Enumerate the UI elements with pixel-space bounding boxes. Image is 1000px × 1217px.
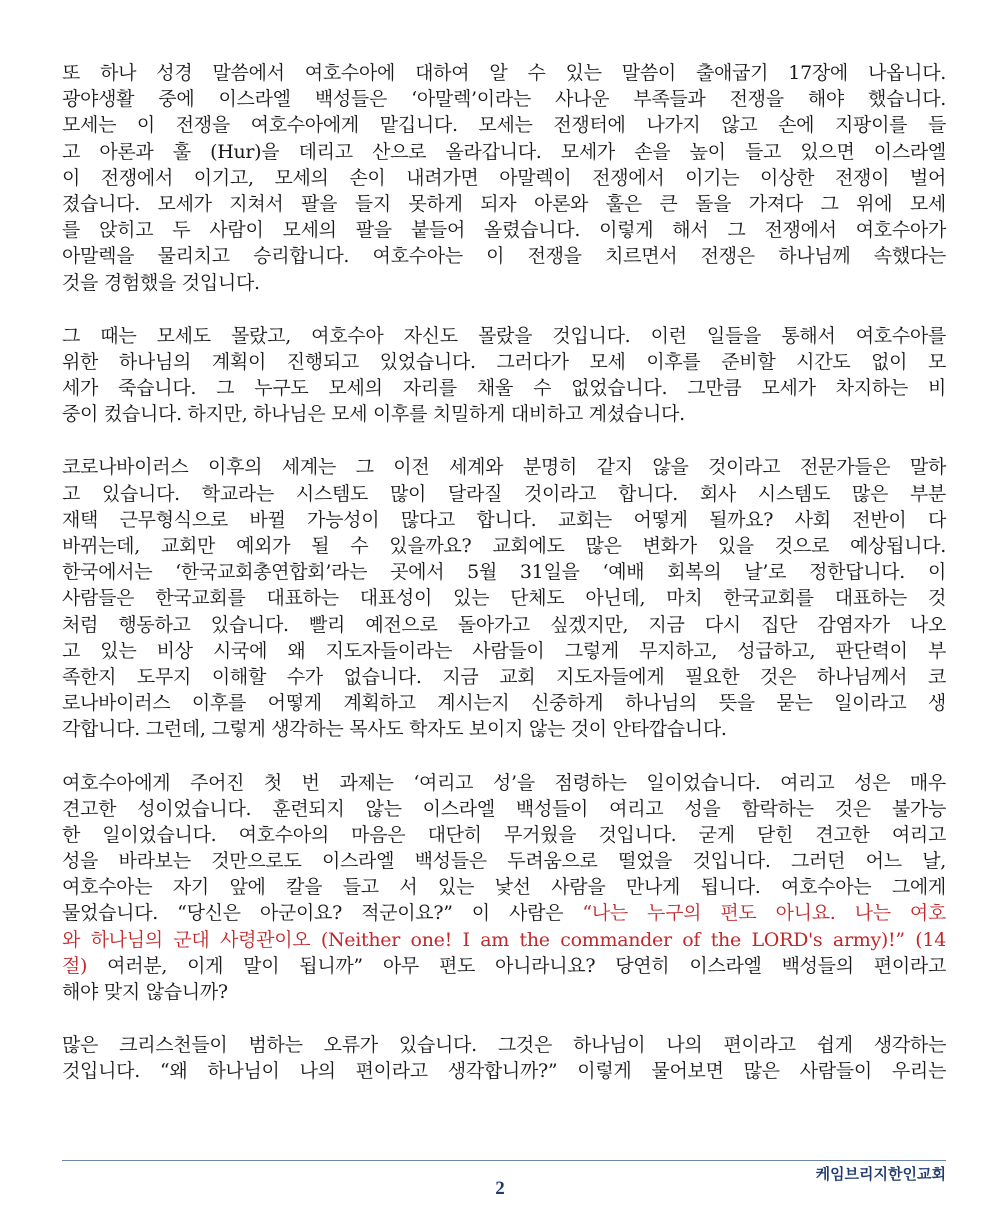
- text-line: 각합니다. 그런데, 그렇게 생각하는 목사도 학자도 보이지 않는 것이 안타깝습니다.: [62, 718, 727, 741]
- paragraph-5: [62, 1032, 946, 1084]
- text-line-mixed: [62, 927, 946, 953]
- text-line: 한 일이었습니다. 여호수아의 마음은 대단히 무거웠을 것입니다. 굳게 닫힌 견고한 여리고: [62, 823, 946, 846]
- text-line: 여호수아에게 주어진 첫 번 과제는 ‘여리고 성’을 점령하는 일이었습니다. 여리고 성은 매우: [62, 771, 946, 794]
- text-line: 고 있는 비상 시국에 왜 지도자들이라는 사람들이 그렇게 무지하고, 성급하고, 판단력이 부: [62, 639, 946, 662]
- paragraph-1: [62, 60, 946, 296]
- document-body: [62, 60, 946, 1112]
- paragraph-4: [62, 770, 946, 1006]
- paragraph-3: [62, 454, 946, 742]
- text-line: 위한 하나님의 계획이 진행되고 있었습니다. 그러다가 모세 이후를 준비할 시간도 없이 모: [62, 350, 946, 373]
- church-name: 케임브리지한인교회: [815, 1165, 946, 1183]
- paragraph-2: [62, 323, 946, 428]
- text-line: 것을 경험했을 것입니다.: [62, 271, 260, 294]
- text-line: 바뀌는데, 교회만 예외가 될 수 있을까요? 교회에도 많은 변화가 있을 것으로 예상됩니다.: [62, 535, 946, 557]
- text-line: 견고한 성이었습니다. 훈련되지 않는 이스라엘 백성들이 여리고 성을 함락하는 것은 불가능: [62, 797, 946, 820]
- text-line: 중이 컸습니다. 하지만, 하나님은 모세 이후를 치밀하게 대비하고 계셨습니다.: [62, 403, 685, 426]
- text-line: 이 전쟁에서 이기고, 모세의 손이 내려가면 아말렉이 전쟁에서 이기는 이상한 전쟁이 벌어: [62, 166, 946, 189]
- quote-span: “나는 누구의 편도 아니요. 나는 여호: [582, 902, 947, 925]
- text-line: 고 있습니다. 학교라는 시스템도 많이 달라질 것이라고 합니다. 회사 시스템도 많은 부분: [62, 482, 946, 505]
- text-line: 성을 바라보는 것만으로도 이스라엘 백성들은 두려움으로 떨었을 것입니다. 그러던 어느 날,: [62, 850, 947, 873]
- quote-span: 와 하나님의 군대 사령관이오 (Neither one! I am the commander of the LORD's army)!” (14: [62, 928, 946, 951]
- text-line: 해야 맞지 않습니까?: [62, 981, 228, 1003]
- text-line: 한국에서는 ‘한국교회총연합회’라는 곳에서 5월 31일을 ‘예배 회복의 날’로 정한답니다. 이: [62, 561, 946, 584]
- text-line: 족한지 도무지 이해할 수가 없습니다. 지금 교회 지도자들에게 필요한 것은 하나님께서 코: [62, 665, 946, 688]
- text-line: 고 아론과 훌 (Hur)을 데리고 산으로 올라갑니다. 모세가 손을 높이 들고 있으면 이스라엘: [62, 140, 946, 163]
- quote-span: 절): [62, 954, 88, 977]
- text-line: 처럼 행동하고 있습니다. 빨리 예전으로 돌아가고 싶겠지만, 지금 다시 집단 감염자가 나오: [62, 613, 946, 636]
- text-line: 재택 근무형식으로 바뀔 가능성이 많다고 합니다. 교회는 어떻게 될까요? 사회 전반이 다: [62, 508, 946, 531]
- page-number: 2: [495, 1178, 505, 1199]
- text-line: 졌습니다. 모세가 지쳐서 팔을 들지 못하게 되자 아론와 훌은 큰 돌을 가져다 그 위에 모세: [62, 192, 946, 215]
- text-line: 또 하나 성경 말씀에서 여호수아에 대하여 알 수 있는 말씀이 출애굽기 17장에 나옵니다.: [62, 62, 946, 84]
- text-line: 모세는 이 전쟁을 여호수아에게 맡깁니다. 모세는 전쟁터에 나가지 않고 손에 지팡이를 들: [62, 114, 946, 137]
- text-line: 를 앉히고 두 사람이 모세의 팔을 붙들어 올렸습니다. 이렇게 해서 그 전쟁에서 여호수아가: [62, 219, 946, 242]
- text-line: 코로나바이러스 이후의 세계는 그 이전 세계와 분명히 같지 않을 것이라고 전문가들은 말하: [62, 456, 946, 479]
- text-line: 로나바이러스 이후를 어떻게 계획하고 계시는지 신중하게 하나님의 뜻을 묻는 일이라고 생: [62, 692, 946, 715]
- text-line: 여호수아는 자기 앞에 칼을 들고 서 있는 낯선 사람을 만나게 됩니다. 여호수아는 그에게: [62, 876, 946, 899]
- text-line: 광야생활 중에 이스라엘 백성들은 ‘아말렉’이라는 사나운 부족들과 전쟁을 해야 했습니다.: [62, 88, 946, 111]
- text-span: 물었습니다. “당신은 아군이요? 적군이요?” 이 사람은: [62, 902, 583, 925]
- text-line: 그 때는 모세도 몰랐고, 여호수아 자신도 몰랐을 것입니다. 이런 일들을 통해서 여호수아를: [62, 324, 946, 347]
- text-line: 아말렉을 물리치고 승리합니다. 여호수아는 이 전쟁을 치르면서 전쟁은 하나님께 속했다는: [62, 245, 946, 268]
- text-line-mixed: [62, 900, 946, 926]
- text-line: 사람들은 한국교회를 대표하는 대표성이 있는 단체도 아닌데, 마치 한국교회를 대표하는 것: [62, 587, 946, 610]
- text-line: 세가 죽습니다. 그 누구도 모세의 자리를 채울 수 없었습니다. 그만큼 모세가 차지하는 비: [62, 377, 946, 400]
- text-line-mixed: [62, 953, 946, 979]
- text-span: 여러분, 이게 말이 됩니까” 아무 편도 아니라니요? 당연히 이스라엘 백성들의 편이라고: [87, 954, 946, 977]
- text-line: 것입니다. “왜 하나님이 나의 편이라고 생각합니까?” 이렇게 물어보면 많은 사람들이 우리는: [62, 1060, 946, 1083]
- text-line: 많은 크리스천들이 범하는 오류가 있습니다. 그것은 하나님이 나의 편이라고 쉽게 생각하는: [62, 1034, 946, 1057]
- footer-divider: [62, 1160, 946, 1161]
